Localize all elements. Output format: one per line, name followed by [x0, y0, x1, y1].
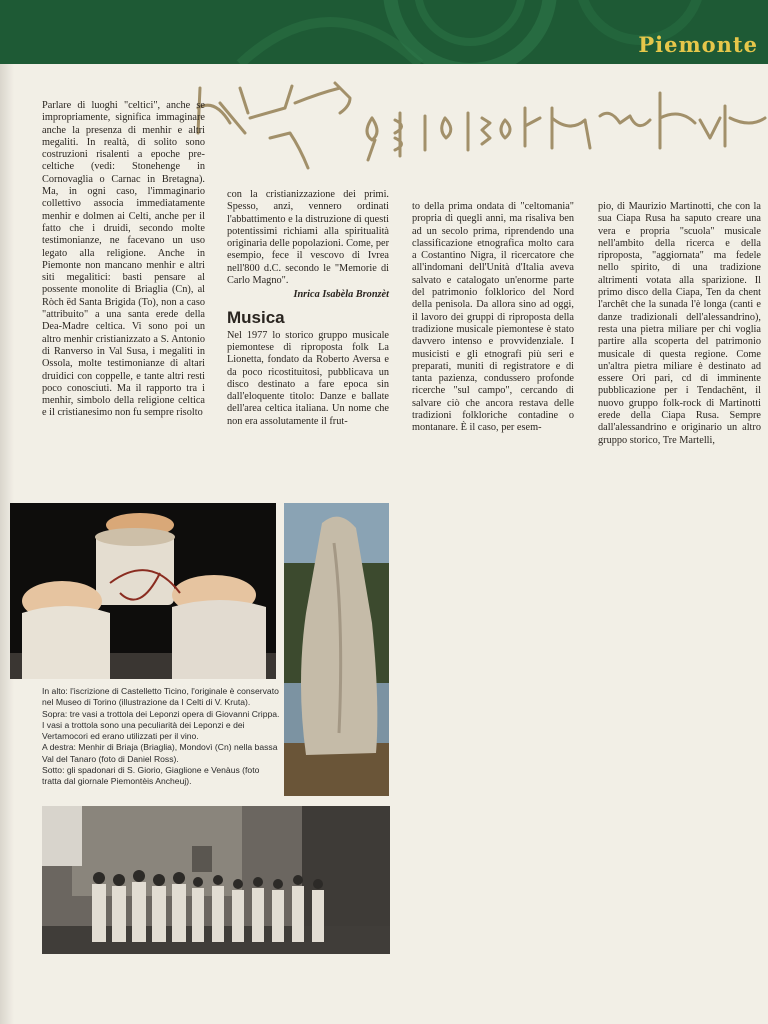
column-4-text: pio, di Maurizio Martinotti, che con la sua Ciapa Rusa ha saputo creare una vera e propria "scuola" musicale nell'ambito della ricerca e della riproposta, "aggiornata" ma fedele nello spirito, di una tradizione altrimenti votata alla sparizione. Il primo disco della Ciapa, Ten da chent l'archêt che la sunada l'è longa (canti e danze tradizionali dell'alessandrino), resta una pietra miliare per chi voglia partire alla scoperta del patrimonio musicale di questa regione. Come un'altra pietra miliare è destinato ad essere Ori pari, cd di imminente pubblicazione per i Tendachënt, il nuovo gruppo folk-rock di Martinotti erede della Ciapa Rusa. Sempre dall'alessandrino e originario un altro gruppo storico, Tre Martelli, [598, 201, 761, 446]
column-3-text: to della prima ondata di "celtomania" propria di quegli anni, ma risaliva ben ad un secolo prima, riprendendo una classificazione etnografica molto cara a Costantino Nigra, il ricercatore che all'indomani dell'Unità d'Italia aveva salvato e catalogato un'enorme parte del patrimonio folklorico del Nord della penisola. Da allora sino ad oggi, il lavoro dei gruppi di riproposta della tradizione musicale piemontese è stato davvero intenso e provvidenziale. I musicisti e gli etnografi più seri e preparati, muniti di registratore e di tanta pazienza, condussero profonde ricerche "sul campo", cercando di salvare ciò che ancora restava delle tradizioni folkloriche contadine o montanare. È il caso, per esem- [412, 201, 574, 434]
text-column-4 [598, 201, 761, 447]
photo-leponzi-vases [10, 503, 276, 679]
column-2-text-continued: Nel 1977 lo storico gruppo musicale piemontese di riproposta folk La Lionetta, fondato da Roberto Aversa e da poco ricostituitosi, pubblicava un disco destinato a fare epoca sin dall'eloquente titolo: Danze e ballate dell'area celtica italiana. Un nome che non era assolutamente il frut- [227, 329, 389, 427]
section-title: Piemonte [638, 32, 758, 57]
caption-line-3: A destra: Menhir di Briaja (Briaglia), Mondovì (Cn) nella bassa Val del Tanaro (foto di Daniel Ross). [42, 742, 278, 764]
caption-line-1: In alto: l'iscrizione di Castelletto Ticino, l'originale è conservato nel Museo di Torino (illustrazione da I Celti di V. Kruta). [42, 686, 279, 708]
photo-caption [42, 686, 280, 788]
author-signature: Inrica Isabèla Bronzèt [293, 289, 389, 301]
photo-spadonari [42, 806, 390, 954]
column-1-text: Parlare di luoghi "celtici", anche se impropriamente, significa immaginare anche la presenza di menhir e altri megaliti. In realtà, di solito sono costruzioni risalenti a epoche pre-celtiche (vedi: Stonehenge in Cornovaglia o Carnac in Bretagna). Ma, in ogni caso, l'immaginario collettivo associa immediatamente menhir e dolmen ai Celti, anche per il fatto che i druidi, secondo molte testimonianze, ne facevano un uso legato alla religione. Anche in Piemonte non mancano menhir e altri siti megalitici: basti pensare al possente monolite di Briaglia (Cn), al Ròch ëd Santa Brigida (To), non a caso "attribuito" a una santa erede della Dea-Madre celtica. Vi sono poi un altro menhir cristianizzato a S. Antonio di Ranverso in Val Susa, i megaliti in Ossola, molte testimonianze di altari druidici con coppelle, e tante altri resti poco conosciuti. Ma il rapporto tra i menhir, simbolo della religione celtica e il cristianesimo non fu sempre risolto [42, 100, 205, 419]
castelletto-inscription [190, 78, 768, 173]
text-column-1 [42, 100, 205, 420]
page-header [0, 0, 768, 64]
text-column-3 [412, 201, 574, 435]
column-2-text: con la cristianizzazione dei primi. Spesso, anzi, vennero ordinati l'abbattimento e la distruzione di questi potentissimi richiami alla spiritualità originaria delle popolazioni. Come, per esempio, fece il vescovo di Ivrea nell'800 d.C. secondo le "Memorie di Carlo Magno". [227, 189, 389, 287]
caption-line-2: Sopra: tre vasi a trottola dei Leponzi opera di Giovanni Crippa. I vasi a trottola sono una peculiarità dei Leponzi e dei Vertamocori ed erano utilizzati per il vino. [42, 708, 280, 742]
photo-menhir-briaja [284, 503, 389, 796]
text-column-2 [227, 189, 389, 428]
section-heading-musica: Musica [227, 307, 285, 327]
caption-line-4: Sotto: gli spadonari di S. Giorio, Giaglione e Venàus (foto tratta dal giornale Piemontèis Ancheuj). [42, 765, 260, 787]
